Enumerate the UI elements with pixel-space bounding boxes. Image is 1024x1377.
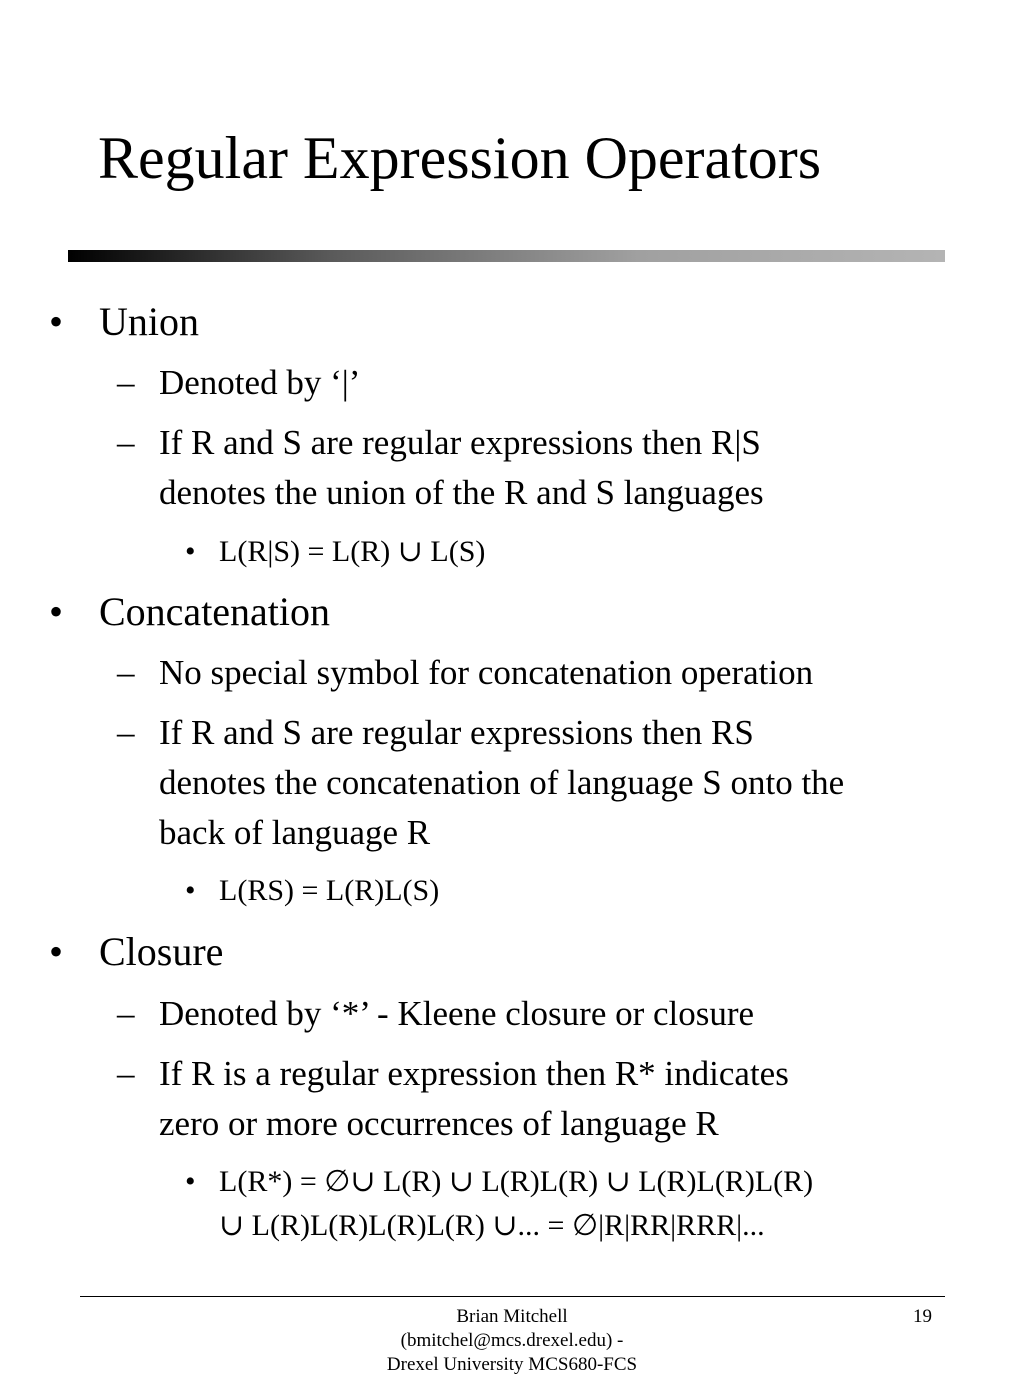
sub-bullet-closure-definition xyxy=(117,1049,789,1149)
footer-email: (bmitchel@mcs.drexel.edu) - xyxy=(400,1330,624,1351)
closure-formula-line-2: ∪ L(R)L(R)L(R)L(R) ∪... = ∅|R|RR|RRR|... xyxy=(219,1209,765,1242)
heading-union: Union xyxy=(99,299,199,344)
page-number: 19 xyxy=(913,1306,932,1327)
formula-concatenation xyxy=(185,869,440,913)
footer-author: Brian Mitchell xyxy=(456,1306,568,1327)
concat-formula-text: L(RS) = L(R)L(S) xyxy=(219,874,440,907)
union-formula-text: L(R|S) = L(R) ∪ L(S) xyxy=(219,535,486,568)
formula-union xyxy=(185,530,486,574)
dash-marker: – xyxy=(117,1054,135,1093)
union-symbol-text: Denoted by ‘|’ xyxy=(159,363,361,402)
footer-divider xyxy=(80,1296,945,1297)
concat-definition-line-1: If R and S are regular expressions then RS xyxy=(159,713,754,752)
footer-institution: Drexel University MCS680-FCS xyxy=(386,1354,638,1375)
union-definition-line-2: denotes the union of the R and S languages xyxy=(159,473,764,512)
sub-bullet-concat-definition xyxy=(117,708,845,858)
bullet-closure xyxy=(49,927,224,977)
dash-marker: – xyxy=(117,713,135,752)
title-divider xyxy=(68,250,945,262)
bullet-marker: • xyxy=(185,535,196,568)
bullet-marker: • xyxy=(49,299,64,344)
closure-definition-line-2: zero or more occurrences of language R xyxy=(159,1104,719,1143)
dash-marker: – xyxy=(117,423,135,462)
concat-definition-line-2: denotes the concatenation of language S onto the xyxy=(159,763,845,802)
sub-bullet-closure-symbol xyxy=(117,989,755,1039)
concat-symbol-text: No special symbol for concatenation operation xyxy=(159,653,814,692)
bullet-marker: • xyxy=(49,589,64,634)
bullet-marker: • xyxy=(185,1165,196,1198)
bullet-union xyxy=(49,297,199,347)
dash-marker: – xyxy=(117,653,135,692)
sub-bullet-concat-symbol xyxy=(117,648,814,698)
heading-concatenation: Concatenation xyxy=(99,589,331,634)
closure-definition-line-1: If R is a regular expression then R* indicates xyxy=(159,1054,789,1093)
union-definition-line-1: If R and S are regular expressions then R|S xyxy=(159,423,761,462)
footer-credit xyxy=(300,1305,724,1377)
sub-bullet-union-definition xyxy=(117,418,764,518)
bullet-marker: • xyxy=(185,874,196,907)
bullet-marker: • xyxy=(49,929,64,974)
dash-marker: – xyxy=(117,994,135,1033)
sub-bullet-union-symbol xyxy=(117,358,361,408)
formula-closure xyxy=(185,1160,814,1248)
concat-definition-line-3: back of language R xyxy=(159,813,431,852)
bullet-concatenation xyxy=(49,587,331,637)
slide-title: Regular Expression Operators xyxy=(98,125,822,191)
closure-formula-line-1: L(R*) = ∅∪ L(R) ∪ L(R)L(R) ∪ L(R)L(R)L(R) xyxy=(219,1165,814,1198)
dash-marker: – xyxy=(117,363,135,402)
heading-closure: Closure xyxy=(99,929,224,974)
closure-symbol-text: Denoted by ‘*’ - Kleene closure or closure xyxy=(159,994,755,1033)
